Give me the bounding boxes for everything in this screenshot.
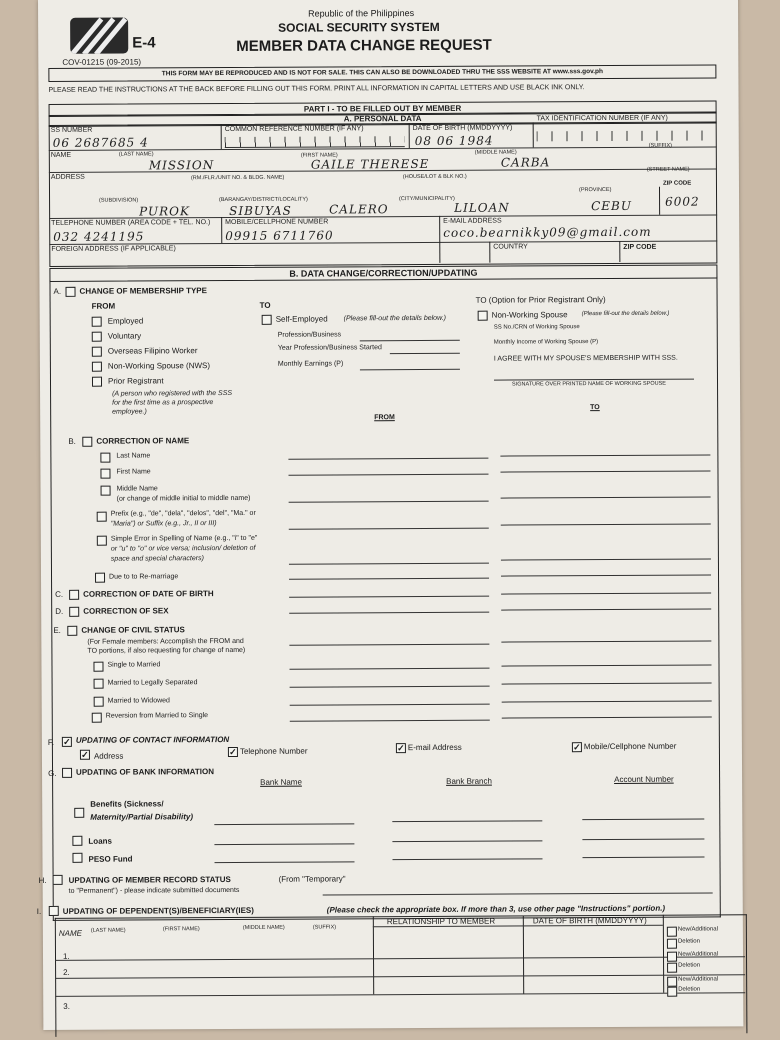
dependents-title: UPDATING OF DEPENDENT(S)/BENEFICIARY(IES)	[62, 905, 254, 916]
part1-title: PART I - TO BE FILLED OUT BY MEMBER	[49, 100, 717, 116]
single-to-married-checkbox[interactable]	[93, 662, 103, 672]
country-label: COUNTRY	[493, 243, 528, 251]
city-field[interactable]: LILOAN	[454, 200, 510, 215]
divider	[221, 217, 222, 243]
ofw-checkbox[interactable]	[92, 347, 102, 357]
correction-of-name-title: CORRECTION OF NAME	[96, 436, 190, 446]
dob-field[interactable]: 08 06 1984	[414, 133, 494, 149]
spelling-error-note-2: space and special characters)	[110, 555, 204, 563]
self-employed-checkbox[interactable]	[262, 315, 272, 325]
dob-correction-checkbox[interactable]	[69, 590, 79, 600]
address-label: ADDRESS	[50, 173, 85, 181]
address-checkbox[interactable]	[80, 750, 90, 760]
civil-status-checkbox[interactable]	[67, 626, 77, 636]
spouse-income-label: Monthly Income of Working Spouse (P)	[493, 339, 599, 346]
deletion-label: Deletion	[677, 938, 700, 945]
agree-statement: I AGREE WITH MY SPOUSE'S MEMBERSHIP WITH SSS.	[493, 354, 678, 363]
middle-name-field[interactable]: CARBA	[500, 155, 551, 170]
remarriage-checkbox[interactable]	[95, 573, 105, 583]
subdivision-field[interactable]: PUROK	[139, 204, 190, 219]
crn-label: COMMON REFERENCE NUMBER (IF ANY)	[224, 125, 364, 134]
form-code: E-4	[132, 34, 156, 52]
ss-number-label: SS NUMBER	[50, 126, 93, 134]
prefix-suffix-option: Prefix (e.g., "de", "dela", "delos", "del", "Ma." or	[110, 509, 256, 518]
nws-to-note: (Please fill-out the details below.)	[581, 310, 670, 318]
banner: THIS FORM MAY BE REPRODUCED AND IS NOT FOR SALE. THIS CAN ALSO BE DOWNLOADED THRU THE SSS WEBSITE AT www.sss.gov.ph	[48, 64, 716, 81]
divider	[221, 124, 222, 149]
spelling-error-checkbox[interactable]	[97, 536, 107, 546]
email-label: E-MAIL ADDRESS	[443, 217, 502, 225]
prior-registrant-note: (A person who registered with the SSS for the first time as a prospective employee.)	[112, 389, 233, 416]
instructions: PLEASE READ THE INSTRUCTIONS AT THE BACK BEFORE FILLING OUT THIS FORM. PRINT ALL INFORMATION IN CAPITAL LETTERS AND USE BLACK INK ONLY.	[48, 84, 585, 94]
ofw-label: Overseas Filipino Worker	[107, 346, 198, 356]
sss-logo	[70, 18, 128, 54]
telephone-label: TELEPHONE NUMBER (AREA CODE + TEL. NO.)	[51, 219, 211, 227]
spouse-ss-label: SS No./CRN of Working Spouse	[493, 324, 580, 331]
prior-registrant-label: Prior Registrant	[107, 376, 164, 386]
profession-label: Profession/Business	[277, 331, 342, 339]
suffix-header: (SUFFIX)	[312, 924, 337, 931]
deletion-label: Deletion	[678, 986, 701, 993]
contact-update-title: UPDATING OF CONTACT INFORMATION	[75, 735, 230, 745]
to-label: TO	[259, 300, 271, 310]
name-header: NAME	[58, 928, 83, 938]
address-option: Address	[93, 751, 124, 761]
mobile-option: Mobile/Cellphone Number	[583, 741, 677, 752]
dependents-note: (Please check the appropriate box. If more than 3, use other page "Instructions" portion.)	[326, 903, 666, 915]
spelling-error-note: or "u" to "o" or vice versa; inclusion/ deletion of	[110, 544, 256, 553]
civil-status-title: CHANGE OF CIVIL STATUS	[81, 625, 185, 635]
civil-status-note: (For Female members: Accomplish the FROM and	[87, 637, 244, 646]
prefix-suffix-checkbox[interactable]	[97, 512, 107, 522]
to-option-label: TO (Option for Prior Registrant Only)	[475, 295, 606, 305]
account-number-header: Account Number	[614, 774, 674, 784]
bank-update-title: UPDATING OF BANK INFORMATION	[76, 767, 214, 777]
barangay-field-2[interactable]: CALERO	[329, 202, 389, 217]
barangay-field[interactable]: SIBUYAS	[229, 203, 292, 219]
email-checkbox[interactable]	[396, 743, 406, 753]
year-started-label: Year Profession/Business Started	[277, 344, 382, 352]
legally-separated-checkbox[interactable]	[94, 679, 104, 689]
email-option: E-mail Address	[407, 742, 462, 753]
last-name-field[interactable]: MISSION	[148, 158, 215, 173]
province-label: (PROVINCE)	[578, 187, 612, 194]
republic-label: Republic of the Philippines	[308, 8, 415, 19]
record-status-checkbox[interactable]	[53, 875, 63, 885]
row-number: 3.	[63, 1001, 70, 1011]
deletion-checkbox[interactable]	[667, 987, 677, 997]
to-column-header: TO	[590, 404, 600, 412]
benefits-label: Benefits (Sickness/	[90, 799, 164, 809]
tin-field[interactable]	[537, 130, 709, 141]
email-field[interactable]: coco.bearnikky09@gmail.com	[443, 224, 652, 240]
first-name-field[interactable]: GAILE THERESE	[310, 156, 430, 172]
tin-label: TAX IDENTIFICATION NUMBER (IF ANY)	[536, 114, 668, 123]
bank-name-header: Bank Name	[260, 777, 302, 787]
mobile-checkbox[interactable]	[572, 742, 582, 752]
section-letter: D.	[55, 606, 64, 616]
divider	[533, 122, 534, 147]
record-status-title: UPDATING OF MEMBER RECORD STATUS	[68, 875, 231, 885]
new-additional-checkbox[interactable]	[667, 952, 677, 962]
telephone-checkbox[interactable]	[228, 747, 238, 757]
section-letter: I.	[36, 906, 42, 917]
dependents-checkbox[interactable]	[49, 906, 59, 916]
benefits-checkbox[interactable]	[74, 808, 84, 818]
middle-name-header: (MIDDLE NAME)	[242, 924, 285, 931]
last-name-header: (LAST NAME)	[90, 927, 126, 934]
record-status-note: (From "Temporary"	[278, 874, 346, 884]
self-employed-note: (Please fill-out the details below.)	[343, 314, 447, 323]
sex-correction-checkbox[interactable]	[69, 607, 79, 617]
first-name-header: (FIRST NAME)	[162, 926, 200, 933]
spouse-signature-label: SIGNATURE OVER PRINTED NAME OF WORKING SPOUSE	[512, 380, 666, 388]
new-additional-checkbox[interactable]	[667, 977, 677, 987]
section-letter: H.	[38, 875, 47, 886]
form-version: COV-01215 (09-2015)	[62, 57, 142, 67]
deletion-checkbox[interactable]	[667, 939, 677, 949]
widowed-checkbox[interactable]	[94, 697, 104, 707]
benefits-note: Maternity/Partial Disability)	[90, 812, 194, 822]
section-letter: E.	[53, 625, 61, 635]
foreign-zip-label: ZIP CODE	[623, 243, 657, 251]
self-employed-label: Self-Employed	[275, 314, 328, 324]
telephone-field[interactable]: 032 4241195	[53, 229, 145, 244]
deletion-label: Deletion	[678, 962, 701, 969]
deletion-checkbox[interactable]	[667, 963, 677, 973]
city-label: (CITY/MUNICIPALITY)	[399, 195, 455, 203]
remarriage-option: Due to to Re-marriage	[109, 573, 179, 581]
reversion-checkbox[interactable]	[92, 713, 102, 723]
section-letter: G.	[48, 768, 57, 778]
reversion-option: Reversion from Married to Single	[105, 712, 209, 720]
rm-flr-label: (RM./FLR./UNIT NO. & BLDG. NAME)	[190, 174, 285, 182]
correction-of-name-checkbox[interactable]	[82, 437, 92, 447]
last-name-option: Last Name	[116, 452, 151, 460]
section-letter: A.	[53, 286, 62, 296]
new-additional-label: New/Additional	[678, 976, 719, 983]
subdivision-label: (SUBDIVISION)	[99, 197, 139, 204]
divider	[619, 241, 620, 262]
street-label: (STREET NAME)	[646, 166, 690, 173]
membership-title: CHANGE OF MEMBERSHIP TYPE	[79, 286, 207, 296]
bank-update-checkbox[interactable]	[62, 768, 72, 778]
prior-registrant-checkbox[interactable]	[92, 377, 102, 387]
last-name-checkbox[interactable]	[100, 453, 110, 463]
house-lot-label: (HOUSE/LOT & BLK NO.)	[402, 173, 467, 181]
dob-label: DATE OF BIRTH (MMDDYYYY)	[412, 124, 513, 133]
divider	[489, 242, 490, 263]
loans-label: Loans	[88, 836, 112, 846]
row-number: 2.	[63, 967, 70, 977]
dob-correction-title: CORRECTION OF DATE OF BIRTH	[83, 589, 214, 599]
crn-field[interactable]	[225, 136, 405, 148]
voluntary-label: Voluntary	[107, 331, 142, 341]
prefix-suffix-note: "Maria") or Suffix (e.g., Jr., II or III)	[110, 520, 217, 528]
foreign-address-label: FOREIGN ADDRESS (IF APPLICABLE)	[51, 245, 176, 253]
change-membership-checkbox[interactable]	[66, 287, 76, 297]
monthly-earnings-label: Monthly Earnings (P)	[277, 360, 344, 368]
first-name-option: First Name	[116, 468, 151, 476]
section-b-body	[49, 276, 720, 920]
civil-status-note-2: TO portions, if also requesting for change of name)	[87, 646, 246, 655]
new-additional-checkbox[interactable]	[667, 927, 677, 937]
new-additional-label: New/Additional	[677, 951, 719, 958]
dob-header: DATE OF BIRTH (MMDDYYYY)	[532, 915, 647, 926]
voluntary-checkbox[interactable]	[92, 332, 102, 342]
section-letter: B.	[68, 436, 76, 446]
form-title: MEMBER DATA CHANGE REQUEST	[236, 36, 492, 55]
employed-label: Employed	[107, 316, 144, 326]
sss-e4-form	[38, 0, 743, 1030]
section-b-title: B. DATA CHANGE/CORRECTION/UPDATING	[49, 264, 717, 281]
loans-checkbox[interactable]	[72, 836, 82, 846]
record-status-note-2: to "Permanent") - please indicate submitted documents	[68, 886, 240, 895]
nws-from-label: Non-Working Spouse (NWS)	[107, 361, 211, 371]
middle-name-option: Middle Name	[116, 485, 158, 493]
ss-number-field[interactable]: 06 2687685 4	[52, 135, 149, 150]
suffix-label: (SUFFIX)	[648, 142, 673, 149]
widowed-option: Married to Widowed	[107, 697, 170, 705]
nws-to-label: Non-Working Spouse	[491, 310, 568, 320]
last-name-label: (LAST NAME)	[118, 151, 154, 158]
divider	[659, 187, 660, 215]
province-field[interactable]: CEBU	[591, 198, 632, 214]
nws-to-checkbox[interactable]	[478, 311, 488, 321]
section-letter: F.	[47, 737, 55, 747]
new-additional-label: New/Additional	[677, 926, 718, 933]
spelling-error-option: Simple Error in Spelling of Name (e.g., "i" to "e"	[110, 534, 258, 543]
sex-correction-title: CORRECTION OF SEX	[83, 606, 169, 616]
legally-separated-option: Married to Legally Separated	[107, 679, 198, 687]
employed-checkbox[interactable]	[92, 317, 102, 327]
first-name-label: (FIRST NAME)	[300, 152, 338, 159]
contact-update-checkbox[interactable]	[62, 737, 72, 747]
name-label: NAME	[50, 151, 72, 159]
agency-name: SOCIAL SECURITY SYSTEM	[278, 19, 440, 35]
middle-name-checkbox[interactable]	[101, 486, 111, 496]
from-label: FROM	[91, 301, 116, 311]
from-column-header: FROM	[374, 414, 395, 422]
section-letter: C.	[55, 589, 64, 599]
divider	[409, 123, 410, 148]
middle-name-label: (MIDDLE NAME)	[474, 149, 517, 156]
mobile-label: MOBILE/CELLPHONE NUMBER	[225, 218, 329, 227]
telephone-option: Telephone Number	[239, 746, 308, 756]
row-number: 1.	[62, 951, 70, 961]
first-name-checkbox[interactable]	[100, 469, 110, 479]
middle-name-note: (or change of middle initial to middle name)	[116, 494, 251, 503]
mobile-field[interactable]: 09915 6711760	[225, 228, 334, 244]
barangay-label: (BARANGAY/DISTRICT/LOCALITY)	[219, 196, 308, 204]
zip-field[interactable]: 6002	[665, 194, 700, 209]
personal-data-title: A. PERSONAL DATA	[49, 111, 717, 126]
zip-label: ZIP CODE	[662, 180, 692, 187]
bank-branch-header: Bank Branch	[446, 776, 492, 786]
nws-from-checkbox[interactable]	[92, 362, 102, 372]
single-to-married-option: Single to Married	[107, 661, 161, 669]
peso-fund-checkbox[interactable]	[72, 853, 82, 863]
peso-fund-label: PESO Fund	[88, 854, 133, 864]
relationship-header: RELATIONSHIP TO MEMBER	[386, 916, 496, 927]
